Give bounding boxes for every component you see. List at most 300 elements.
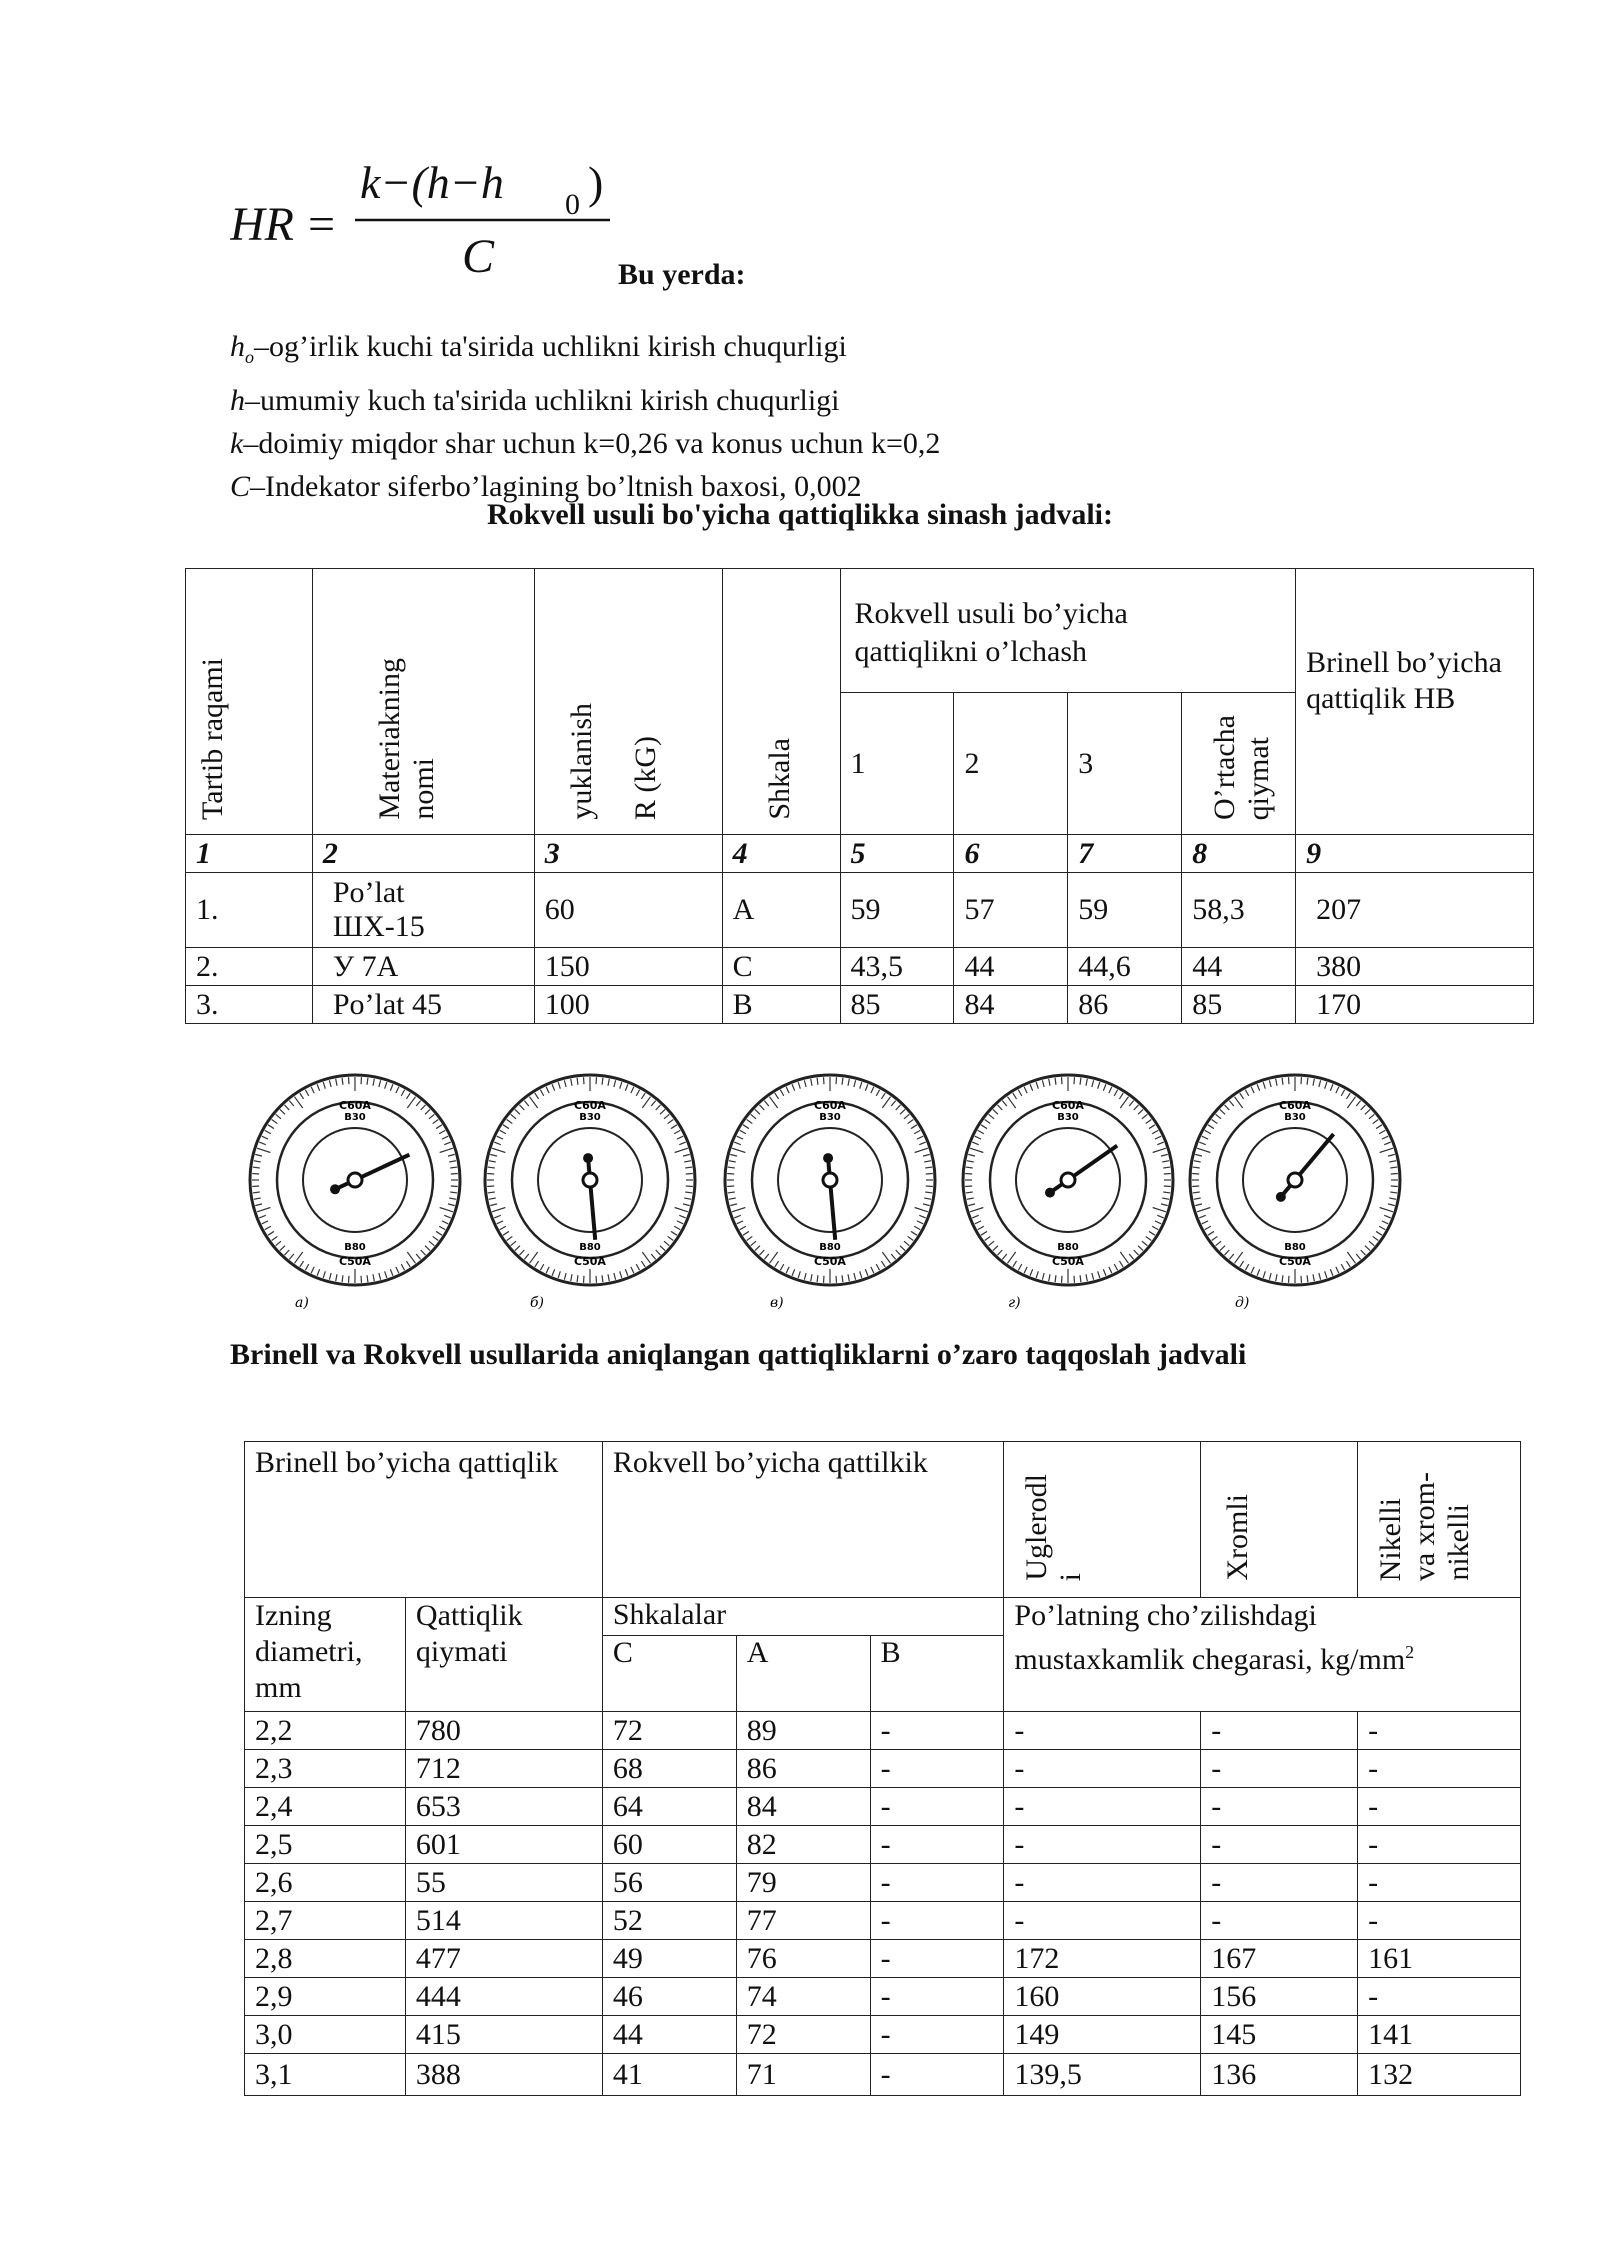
table-row	[245, 1864, 1521, 1902]
dial-tick	[1361, 1105, 1366, 1110]
dial-tick	[1134, 1250, 1139, 1255]
dial-tick	[900, 1246, 905, 1251]
dial-tick	[1202, 1221, 1208, 1224]
dial-scale-top: B30	[344, 1112, 366, 1123]
dial-tick	[1220, 1246, 1225, 1251]
cell: 2,3	[245, 1750, 406, 1788]
dial-tick	[968, 1154, 975, 1156]
cell: 64	[602, 1788, 736, 1826]
dial-tick	[1269, 1080, 1271, 1087]
header-trial-1: 1	[840, 693, 954, 835]
dial-top-text: C60A	[339, 1099, 371, 1112]
dial-top-text: C60A	[814, 1099, 846, 1112]
dial-tick	[1373, 1236, 1379, 1240]
cell: 86	[1068, 986, 1182, 1024]
cell: -	[1004, 1788, 1201, 1826]
dial-tick	[1234, 1097, 1242, 1108]
dial-tick	[1224, 1105, 1229, 1110]
dial-tick	[891, 1101, 895, 1106]
dial-tick	[1002, 1254, 1006, 1259]
dial-tick	[740, 1130, 746, 1133]
dial-tick	[769, 1097, 777, 1108]
dial-tick	[675, 1148, 688, 1152]
dial-tick	[529, 1097, 537, 1108]
dial-tick	[329, 1273, 331, 1280]
header-brinell: Brinell bo’yicha qattiqlik	[245, 1442, 603, 1598]
dial-tick	[642, 1097, 650, 1108]
dial-tick	[272, 1119, 278, 1123]
dial-tick	[439, 1130, 445, 1133]
dial-tick	[1042, 1273, 1044, 1280]
cell: -	[1358, 1902, 1521, 1940]
dial-tick	[1216, 1114, 1221, 1118]
dial-tick	[751, 1241, 756, 1245]
dial-bottom-text: C50A	[814, 1255, 846, 1268]
dial-tick	[336, 1274, 337, 1281]
header-qiymat: Qattiqlik qiymati	[405, 1598, 602, 1712]
dial-tick	[917, 1136, 923, 1139]
col-number: 8	[1182, 835, 1296, 873]
dial-scale-top: B30	[819, 1112, 841, 1123]
dial-tick	[300, 1261, 304, 1267]
cell: 3,0	[245, 2016, 406, 2054]
definition-item: k–doimiy miqdor shar uchun k=0,26 va konus uchun k=0,2	[230, 427, 941, 460]
cell: -	[1201, 1902, 1358, 1940]
table1-title: Rokvell usuli bo'yicha qattiqlikka sinash jadvali:	[486, 498, 1113, 531]
dial-tick	[515, 1109, 520, 1114]
cell: -	[870, 2016, 1004, 2054]
dial-tick	[492, 1208, 505, 1212]
dial-bottom-text: C50A	[1279, 1255, 1311, 1268]
cell: У 7А	[312, 948, 534, 986]
cell: 76	[736, 1940, 870, 1978]
dial-tick	[1205, 1130, 1211, 1133]
table-row	[245, 1826, 1521, 1864]
dial-tick	[323, 1082, 325, 1089]
dial-tick	[620, 1271, 622, 1278]
cell: -	[1358, 1788, 1521, 1826]
dial-tick	[1212, 1236, 1218, 1240]
col-number: 6	[954, 835, 1068, 873]
dial-tick	[970, 1148, 983, 1152]
dial-tick	[284, 1250, 289, 1255]
dial-tick	[500, 1226, 506, 1229]
dial-tick	[268, 1231, 274, 1235]
dial-tick	[1119, 1093, 1123, 1099]
dial-tick	[1098, 1082, 1100, 1089]
dial-tick	[259, 1215, 266, 1218]
dial-tick	[1269, 1273, 1271, 1280]
cell: 380	[1296, 948, 1534, 986]
dial-tick	[854, 1080, 856, 1087]
dial-tick	[848, 1079, 849, 1086]
dial-tick	[1138, 1246, 1143, 1251]
dial-tick	[1194, 1161, 1201, 1162]
dial-tick	[535, 1093, 539, 1099]
table-row	[186, 986, 1534, 1024]
dial-tick	[798, 1271, 800, 1278]
dial-tick	[904, 1241, 909, 1245]
dial-tick	[914, 1226, 920, 1229]
cell: 2,9	[245, 1978, 406, 2016]
header-trial-3: 3	[1068, 693, 1182, 835]
dial-bottom-text: C50A	[1052, 1255, 1084, 1268]
dial-tick	[925, 1167, 932, 1168]
dial-tick	[1049, 1274, 1050, 1281]
dial-tick	[1389, 1198, 1396, 1199]
dial-tick	[737, 1136, 743, 1139]
dial-tick	[775, 1093, 779, 1099]
dial-tick	[436, 1125, 442, 1129]
dial-tick	[668, 1236, 674, 1240]
dial-tick	[896, 1250, 901, 1255]
dial-tick	[1365, 1109, 1370, 1114]
dial-tick	[421, 1250, 426, 1255]
dial-tick	[494, 1215, 501, 1218]
dial-tick	[1365, 1246, 1370, 1251]
dial-tick	[1212, 1119, 1218, 1123]
dial-tick	[1224, 1250, 1229, 1255]
dial-tick	[1024, 1267, 1027, 1273]
formula-close: )	[588, 157, 604, 208]
dial-tick	[664, 1241, 669, 1245]
dial-tick	[651, 1101, 655, 1106]
cell: 161	[1358, 1940, 1521, 1978]
dial-tick	[558, 1082, 560, 1089]
dial-tick	[440, 1208, 453, 1212]
cell: -	[1201, 1712, 1358, 1750]
dial-tick	[1384, 1142, 1391, 1145]
cell: 156	[1201, 1978, 1358, 2016]
dial-tick	[429, 1114, 434, 1118]
dial-tick	[305, 1090, 308, 1096]
dial-tick	[755, 1109, 760, 1114]
dial-tick	[747, 1119, 753, 1123]
dial-tick	[625, 1084, 628, 1091]
dial-tick	[1007, 1097, 1015, 1108]
dial-tick	[1251, 1267, 1254, 1273]
dial-tick	[1142, 1241, 1147, 1245]
cell: -	[1358, 1864, 1521, 1902]
definitions	[230, 325, 940, 508]
dial-tick	[421, 1105, 426, 1110]
cell: 167	[1201, 1940, 1358, 1978]
dial-tick	[444, 1142, 451, 1145]
dial-scale-bottom: B80	[1284, 1242, 1306, 1253]
dial-scale-bottom: B80	[344, 1242, 366, 1253]
col-number: 2	[312, 835, 534, 873]
header-shkala: Shkala	[722, 569, 840, 835]
dial-tick	[311, 1087, 314, 1093]
dial-tick	[882, 1097, 890, 1108]
dial-tick	[842, 1078, 843, 1085]
dial-tick	[684, 1198, 691, 1199]
dial-tick	[804, 1080, 806, 1087]
dial-tick	[792, 1269, 795, 1276]
dial-tick	[972, 1215, 979, 1218]
dial-tick	[1336, 1267, 1339, 1273]
dial-tick	[265, 1226, 271, 1229]
cell: 49	[602, 1940, 736, 1978]
dial-tick	[1024, 1087, 1027, 1093]
header-yuklanish: yuklanish R (kG)	[534, 569, 722, 835]
dial-tick	[608, 1079, 609, 1086]
dial-tick	[1199, 1215, 1206, 1218]
dial-tick	[1153, 1148, 1166, 1152]
cell: -	[870, 1978, 1004, 2016]
dial-tick	[860, 1271, 862, 1278]
dial-tick	[1103, 1269, 1106, 1276]
cell: 55	[405, 1864, 602, 1902]
dial-tick	[385, 1082, 387, 1089]
dial-tick	[284, 1105, 289, 1110]
dial-tick	[1216, 1241, 1221, 1245]
dial-tick	[1369, 1241, 1374, 1245]
dial-tick	[379, 1080, 381, 1087]
dial-tick	[792, 1084, 795, 1091]
dial-tick	[1390, 1192, 1397, 1193]
dial-tick	[656, 1250, 661, 1255]
dial-tick	[564, 1273, 566, 1280]
cell: -	[870, 1902, 1004, 1940]
dial-tick	[1276, 1274, 1277, 1281]
formula-eq: =	[308, 198, 336, 251]
dial-tick	[985, 1119, 991, 1123]
dial-label: г)	[1008, 1295, 1021, 1310]
dial-tick	[511, 1114, 516, 1118]
formula-lhs: HR	[230, 198, 294, 251]
dial-tick	[265, 1130, 271, 1133]
dial-tick	[429, 1241, 434, 1245]
dial-tick	[524, 1254, 528, 1259]
header-tartib: Tartib raqami	[186, 569, 313, 835]
cell: A	[722, 873, 840, 948]
header-scale-b: B	[870, 1636, 1004, 1712]
dial-needle-tail	[330, 1184, 340, 1194]
cell: 84	[954, 986, 1068, 1024]
cell: -	[1201, 1864, 1358, 1902]
dial-tick	[968, 1204, 975, 1206]
cell: 601	[405, 1826, 602, 1864]
dial-tick	[729, 1161, 736, 1162]
dial-tick	[1245, 1264, 1248, 1270]
dial-tick	[500, 1130, 506, 1133]
dial-tick	[1002, 1101, 1006, 1106]
dial-tick	[730, 1154, 737, 1156]
table-row	[245, 1902, 1521, 1940]
cell: 72	[602, 1712, 736, 1750]
dial-tick	[1114, 1090, 1117, 1096]
dial-tick	[1157, 1142, 1164, 1145]
dial-tick	[540, 1090, 543, 1096]
dial-tick	[1330, 1084, 1333, 1091]
header-shkalalar: Shkalalar	[602, 1598, 1004, 1636]
dial-scale-top: B30	[1057, 1112, 1079, 1123]
dial-label: б)	[530, 1295, 545, 1310]
dial-tick	[1109, 1087, 1112, 1093]
dial-tick	[1120, 1097, 1128, 1108]
col-number: 4	[722, 835, 840, 873]
dial-tick	[450, 1167, 457, 1168]
dial-tick	[1282, 1078, 1283, 1085]
dial-tick	[449, 1161, 456, 1162]
dial-tick	[272, 1236, 278, 1240]
header-material: Materiakningnomi	[312, 569, 534, 835]
header-trial-2: 2	[954, 693, 1068, 835]
dial-tick	[1240, 1261, 1244, 1267]
dial-tick	[798, 1082, 800, 1089]
dial-tick	[924, 1161, 931, 1162]
dial-tick	[1388, 1154, 1395, 1156]
col-number: 5	[840, 835, 954, 873]
dial-tick	[1086, 1274, 1087, 1281]
dial-tick	[1376, 1125, 1382, 1129]
dial-tick	[769, 1252, 777, 1263]
dial-tick	[651, 1254, 655, 1259]
cell: 141	[1358, 2016, 1521, 2054]
dial-label: в)	[770, 1295, 784, 1310]
dial-needle-tail	[1045, 1188, 1055, 1198]
cell: 170	[1296, 986, 1534, 1024]
dial-tick	[908, 1236, 914, 1240]
dial-tick	[535, 1261, 539, 1267]
dial-needle-tail	[823, 1153, 833, 1163]
dial-tick	[734, 1142, 741, 1145]
dial-tick	[911, 1125, 917, 1129]
dial-tick	[416, 1101, 420, 1106]
dial-tick	[1276, 1079, 1277, 1086]
dial-tick	[253, 1167, 260, 1168]
dial-tick	[780, 1264, 783, 1270]
cell: 2.	[186, 948, 313, 986]
dial-tick	[1080, 1078, 1081, 1085]
dial-tick	[503, 1231, 509, 1235]
header-uglerodli: Uglerodli	[1004, 1442, 1201, 1598]
dial-tick	[1325, 1271, 1327, 1278]
dial-tick	[978, 1130, 984, 1133]
header-nikelli: Nikelliva xrom-nikelli	[1358, 1442, 1521, 1598]
hr-formula	[230, 150, 630, 290]
dial-tick	[881, 1093, 885, 1099]
dial-tick	[981, 1231, 987, 1235]
cell: 207	[1296, 873, 1534, 948]
dial-tick	[342, 1275, 343, 1282]
dial-tick	[1380, 1208, 1393, 1212]
dial-tick	[442, 1221, 448, 1224]
dial-tick	[519, 1105, 524, 1110]
dial-tick	[923, 1154, 930, 1156]
cell: 60	[602, 1826, 736, 1864]
dial-tick	[625, 1269, 628, 1276]
dial-tick	[489, 1161, 496, 1162]
cell: 85	[840, 986, 954, 1024]
cell: -	[1358, 1978, 1521, 2016]
dial-tick	[311, 1267, 314, 1273]
dial-tick	[641, 1093, 645, 1099]
dial-tick	[1376, 1231, 1382, 1235]
dial-tick	[602, 1078, 603, 1085]
dial-tick	[442, 1136, 448, 1139]
table-row	[245, 1712, 1521, 1750]
cell: 150	[534, 948, 722, 986]
dial-tick	[917, 1221, 923, 1224]
dial-tick	[489, 1198, 496, 1199]
dial-tick	[396, 1267, 399, 1273]
dial-tick	[1092, 1273, 1094, 1280]
dial-tick	[674, 1130, 680, 1133]
dial-tick	[300, 1093, 304, 1099]
dial-tick	[993, 1109, 998, 1114]
cell: 712	[405, 1750, 602, 1788]
dial-tick	[985, 1236, 991, 1240]
dial-tick	[804, 1273, 806, 1280]
dial-tick	[1119, 1261, 1123, 1267]
dial-tick	[1341, 1264, 1344, 1270]
dial-tick	[1257, 1269, 1260, 1276]
dial-tick	[1149, 1125, 1155, 1129]
dial-tick	[262, 1221, 268, 1224]
dial-tick	[975, 1221, 981, 1224]
dial-tick	[1380, 1148, 1393, 1152]
dial-tick	[811, 1274, 812, 1281]
header-brinell: Brinell bo’yicha qattiqlik HB	[1296, 569, 1534, 835]
dial-tick	[1162, 1198, 1169, 1199]
dial-tick	[975, 1136, 981, 1139]
rockwell-table	[185, 568, 1534, 1024]
dial-tick	[254, 1161, 261, 1162]
dial-tick	[280, 1246, 285, 1251]
dial-needle	[1050, 1146, 1117, 1193]
cell: -	[870, 1788, 1004, 1826]
dial-tick	[1153, 1208, 1166, 1212]
dial-hub	[823, 1173, 837, 1187]
cell: 71	[736, 2054, 870, 2096]
dial-tick	[401, 1264, 404, 1270]
dial-tick	[448, 1154, 455, 1156]
dial-tick	[780, 1090, 783, 1096]
dial-tick	[407, 1252, 415, 1263]
cell: 52	[602, 1902, 736, 1940]
dial-tick	[1120, 1252, 1128, 1263]
dial-tick	[764, 1254, 768, 1259]
dial-tick	[908, 1119, 914, 1123]
cell: 444	[405, 1978, 602, 2016]
dial-tick	[728, 1192, 735, 1193]
dial-tick	[1007, 1252, 1015, 1263]
dial-tick	[406, 1261, 410, 1267]
dial-tick	[1138, 1109, 1143, 1114]
cell: 41	[602, 2054, 736, 2096]
dial-tick	[439, 1226, 445, 1229]
dial-tick	[1389, 1161, 1396, 1162]
dial-tick	[732, 1148, 745, 1152]
dial-tick	[1142, 1114, 1147, 1118]
dial-tick	[342, 1078, 343, 1085]
dial-tick	[759, 1250, 764, 1255]
cell: -	[1004, 1902, 1201, 1940]
dial-tick	[390, 1084, 393, 1091]
dial-tick	[385, 1271, 387, 1278]
dial-tick	[253, 1192, 260, 1193]
table-row	[245, 1940, 1521, 1978]
cell: 145	[1201, 2016, 1358, 2054]
header-polat: Po’latning cho’zilishdagi mustaxkamlik chegarasi, $kg/mm^2$	[1004, 1598, 1521, 1712]
cell: 100	[534, 986, 722, 1024]
dial-tick	[280, 1109, 285, 1114]
cell: 160	[1004, 1978, 1201, 2016]
cell: 2,7	[245, 1902, 406, 1940]
dial-tick	[685, 1192, 692, 1193]
